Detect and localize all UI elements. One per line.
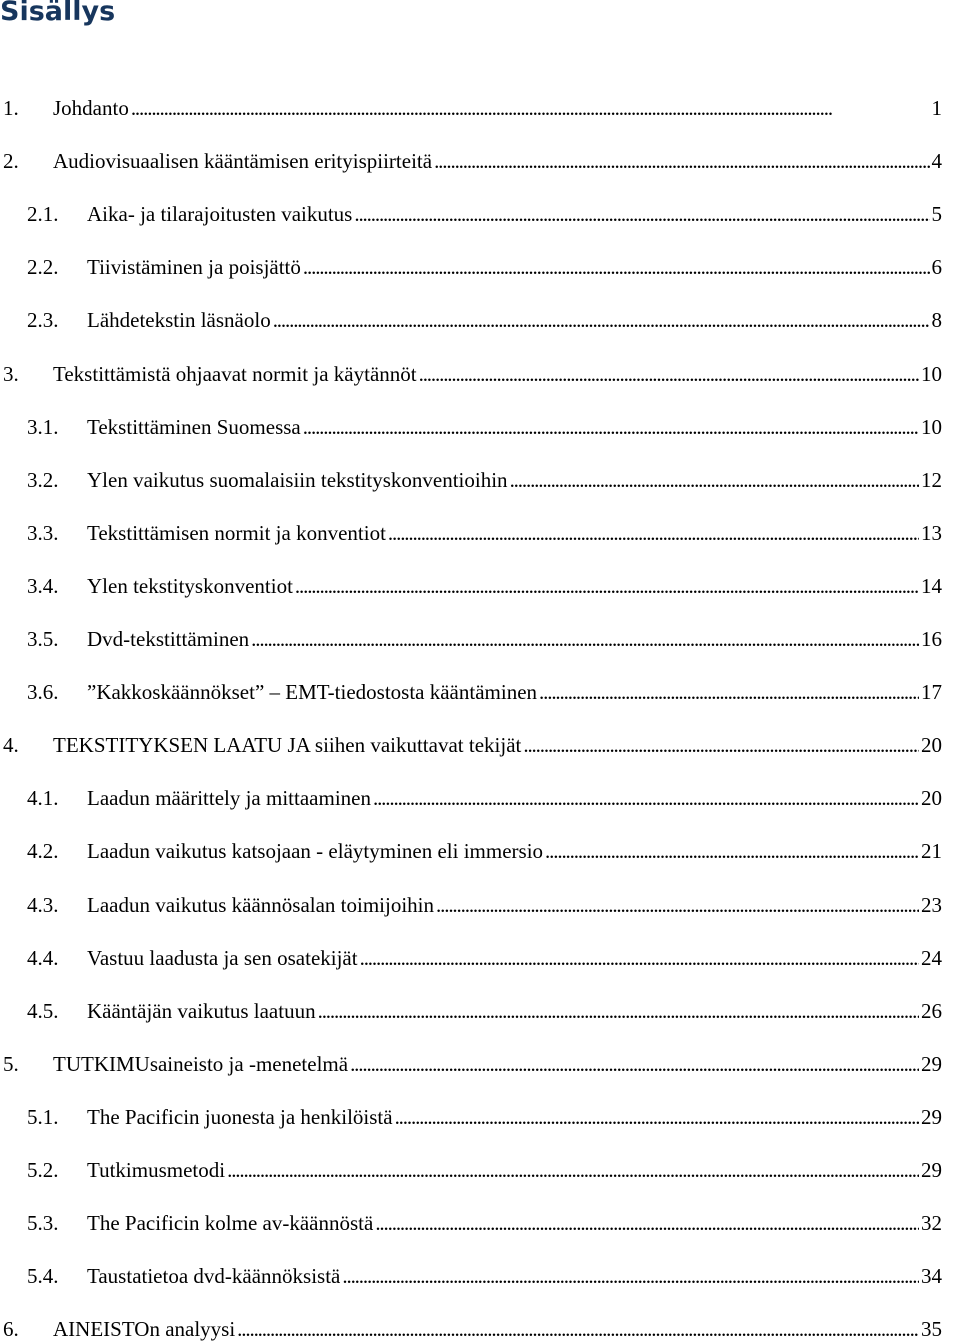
toc-entry-number: 2.3. (27, 308, 59, 333)
toc-entry[interactable] (0, 891, 944, 919)
toc-entry[interactable] (0, 1209, 944, 1237)
toc-entry-page-number: 21 (921, 839, 942, 864)
toc-dot-leader (237, 1315, 919, 1343)
toc-entry[interactable] (0, 413, 944, 441)
toc-entry-title: Laadun määrittely ja mittaaminen (87, 786, 371, 811)
toc-entry-page-number: 6 (931, 255, 942, 280)
toc-entry-page-number: 24 (921, 945, 942, 970)
toc-dot-leader (545, 837, 919, 865)
toc-dot-leader (436, 891, 919, 919)
toc-entry-page-number: 34 (921, 1264, 942, 1289)
toc-entry-number: 4.4. (27, 945, 59, 970)
toc-entry-page-number: 4 (931, 149, 942, 174)
toc-entry-page-number: 1 (931, 96, 942, 120)
toc-entry-title: Johdanto (53, 96, 129, 120)
toc-dot-leader (303, 253, 930, 281)
toc-entry-title: Tekstittämistä ohjaavat normit ja käytännöt (53, 361, 417, 386)
toc-entry-number: 4.5. (27, 998, 59, 1023)
toc-entry-page-number: 23 (921, 892, 942, 917)
toc-entry[interactable] (0, 997, 944, 1025)
toc-entry[interactable] (0, 519, 944, 547)
toc-entry-title: The Pacificin juonesta ja henkilöistä (87, 1104, 393, 1129)
page-title: Sisällys (0, 0, 116, 27)
toc-entry-title: Tiivistäminen ja poisjättö (87, 255, 301, 280)
toc-entry[interactable] (0, 678, 944, 706)
toc-entry[interactable] (0, 253, 944, 281)
toc-entry-title: Tutkimusmetodi (87, 1158, 226, 1182)
toc-entry-title: Tekstittämisen normit ja konventiot (87, 520, 386, 545)
toc-dot-leader (375, 1209, 919, 1237)
toc-dot-leader (434, 147, 929, 175)
toc-entry[interactable] (0, 837, 944, 865)
toc-entry[interactable] (0, 625, 944, 653)
toc-entry-page-number: 10 (921, 414, 942, 439)
toc-entry[interactable] (0, 1103, 944, 1131)
toc-entry-number: 4. (3, 733, 19, 758)
toc-entry-number: 4.3. (27, 892, 59, 917)
toc-entry[interactable] (0, 1050, 944, 1078)
toc-entry-number: 5. (3, 1051, 19, 1076)
toc-entry-page-number: 14 (921, 573, 942, 598)
toc-entry-number: 2.2. (27, 255, 59, 280)
toc-entry[interactable] (0, 147, 944, 175)
toc-entry[interactable] (0, 200, 944, 228)
toc-entry-page-number: 29 (921, 1104, 942, 1129)
toc-entry-title: Dvd-tekstittäminen (87, 627, 250, 651)
toc-entry-title: Lähdetekstin läsnäolo (87, 308, 271, 333)
toc-dot-leader (523, 731, 919, 759)
toc-dot-leader (227, 1156, 919, 1184)
toc-entry-page-number: 16 (921, 627, 942, 651)
toc-entry-title: ”Kakkoskäännökset” – EMT-tiedostosta kääntäminen (87, 680, 538, 705)
toc-dot-leader (373, 784, 919, 812)
toc-dot-leader (510, 466, 919, 494)
toc-dot-leader (318, 997, 919, 1025)
toc-entry-title: Tekstittäminen Suomessa (87, 414, 301, 439)
toc-entry-page-number: 32 (921, 1211, 942, 1236)
toc-dot-leader (360, 944, 919, 972)
toc-entry-page-number: 29 (921, 1051, 942, 1076)
toc-entry-page-number: 17 (921, 680, 942, 705)
toc-entry-number: 5.4. (27, 1264, 59, 1289)
toc-entry-title: TEKSTITYKSEN LAATU JA siihen vaikuttavat tekijät (53, 733, 522, 758)
toc-entry[interactable] (0, 1262, 944, 1290)
toc-entry-number: 2.1. (27, 202, 59, 227)
toc-entry-page-number: 13 (921, 520, 942, 545)
toc-entry[interactable] (0, 306, 944, 334)
toc-entry-title: Ylen vaikutus suomalaisiin tekstityskonventioihin (87, 467, 508, 492)
toc-entry-page-number: 29 (921, 1158, 942, 1182)
toc-entry-number: 6. (3, 1317, 19, 1342)
toc-entry-page-number: 10 (921, 361, 942, 386)
toc-dot-leader (342, 1262, 919, 1290)
toc-entry-number: 3. (3, 361, 19, 386)
toc-dot-leader (419, 360, 919, 388)
toc-entry-number: 3.6. (27, 680, 59, 705)
toc-entry-title: TUTKIMUsaineisto ja -menetelmä (53, 1051, 349, 1076)
toc-entry-page-number: 26 (921, 998, 942, 1023)
toc-entry-number: 3.2. (27, 467, 59, 492)
toc-entry-number: 3.4. (27, 573, 59, 598)
toc-dot-leader (539, 678, 919, 706)
toc-entry-title: Ylen tekstityskonventiot (87, 573, 293, 598)
toc-entry-page-number: 8 (931, 308, 942, 333)
toc-entry-number: 3.3. (27, 520, 59, 545)
toc-entry[interactable] (0, 572, 944, 600)
toc-entry-title: Vastuu laadusta ja sen osatekijät (87, 945, 358, 970)
toc-entry-title: Laadun vaikutus käännösalan toimijoihin (87, 892, 435, 917)
toc-entry-page-number: 5 (931, 202, 942, 227)
toc-dot-leader (131, 94, 930, 122)
toc-entry[interactable] (0, 360, 944, 388)
toc-entry-title: The Pacificin kolme av-käännöstä (87, 1211, 374, 1236)
toc-entry-number: 3.1. (27, 414, 59, 439)
toc-entry-number: 1. (3, 96, 19, 120)
toc-dot-leader (350, 1050, 919, 1078)
toc-entry-number: 5.3. (27, 1211, 59, 1236)
toc-entry-number: 4.1. (27, 786, 59, 811)
toc-entry-title: AINEISTOn analyysi (53, 1317, 236, 1342)
toc-entry-number: 5.1. (27, 1104, 59, 1129)
toc-dot-leader (273, 306, 930, 334)
toc-entry-number: 3.5. (27, 627, 59, 651)
toc-entry-title: Audiovisuaalisen kääntämisen erityispiirteitä (53, 149, 433, 174)
toc-entry-number: 4.2. (27, 839, 59, 864)
toc-entry-number: 2. (3, 149, 19, 174)
toc-entry-page-number: 20 (921, 733, 942, 758)
toc-entry[interactable] (0, 784, 944, 812)
toc-entry[interactable] (0, 1315, 944, 1343)
toc-entry-title: Taustatietoa dvd-käännöksistä (87, 1264, 341, 1289)
toc-dot-leader (303, 413, 919, 441)
toc-dot-leader (395, 1103, 919, 1131)
toc-entry-title: Kääntäjän vaikutus laatuun (87, 998, 316, 1023)
toc-dot-leader (295, 572, 919, 600)
toc-entry-title: Laadun vaikutus katsojaan - eläytyminen eli immersio (87, 839, 544, 864)
toc-entry-number: 5.2. (27, 1158, 59, 1182)
toc-entry[interactable] (0, 944, 944, 972)
toc-entry[interactable] (0, 94, 944, 122)
toc-entry[interactable] (0, 1156, 944, 1184)
toc-entry-page-number: 12 (921, 467, 942, 492)
toc-dot-leader (354, 200, 929, 228)
toc-entry[interactable] (0, 466, 944, 494)
toc-dot-leader (251, 625, 919, 653)
toc-entry[interactable] (0, 731, 944, 759)
toc-dot-leader (388, 519, 919, 547)
toc-entry-title: Aika- ja tilarajoitusten vaikutus (87, 202, 353, 227)
toc-entry-page-number: 35 (921, 1317, 942, 1342)
toc-entry-page-number: 20 (921, 786, 942, 811)
